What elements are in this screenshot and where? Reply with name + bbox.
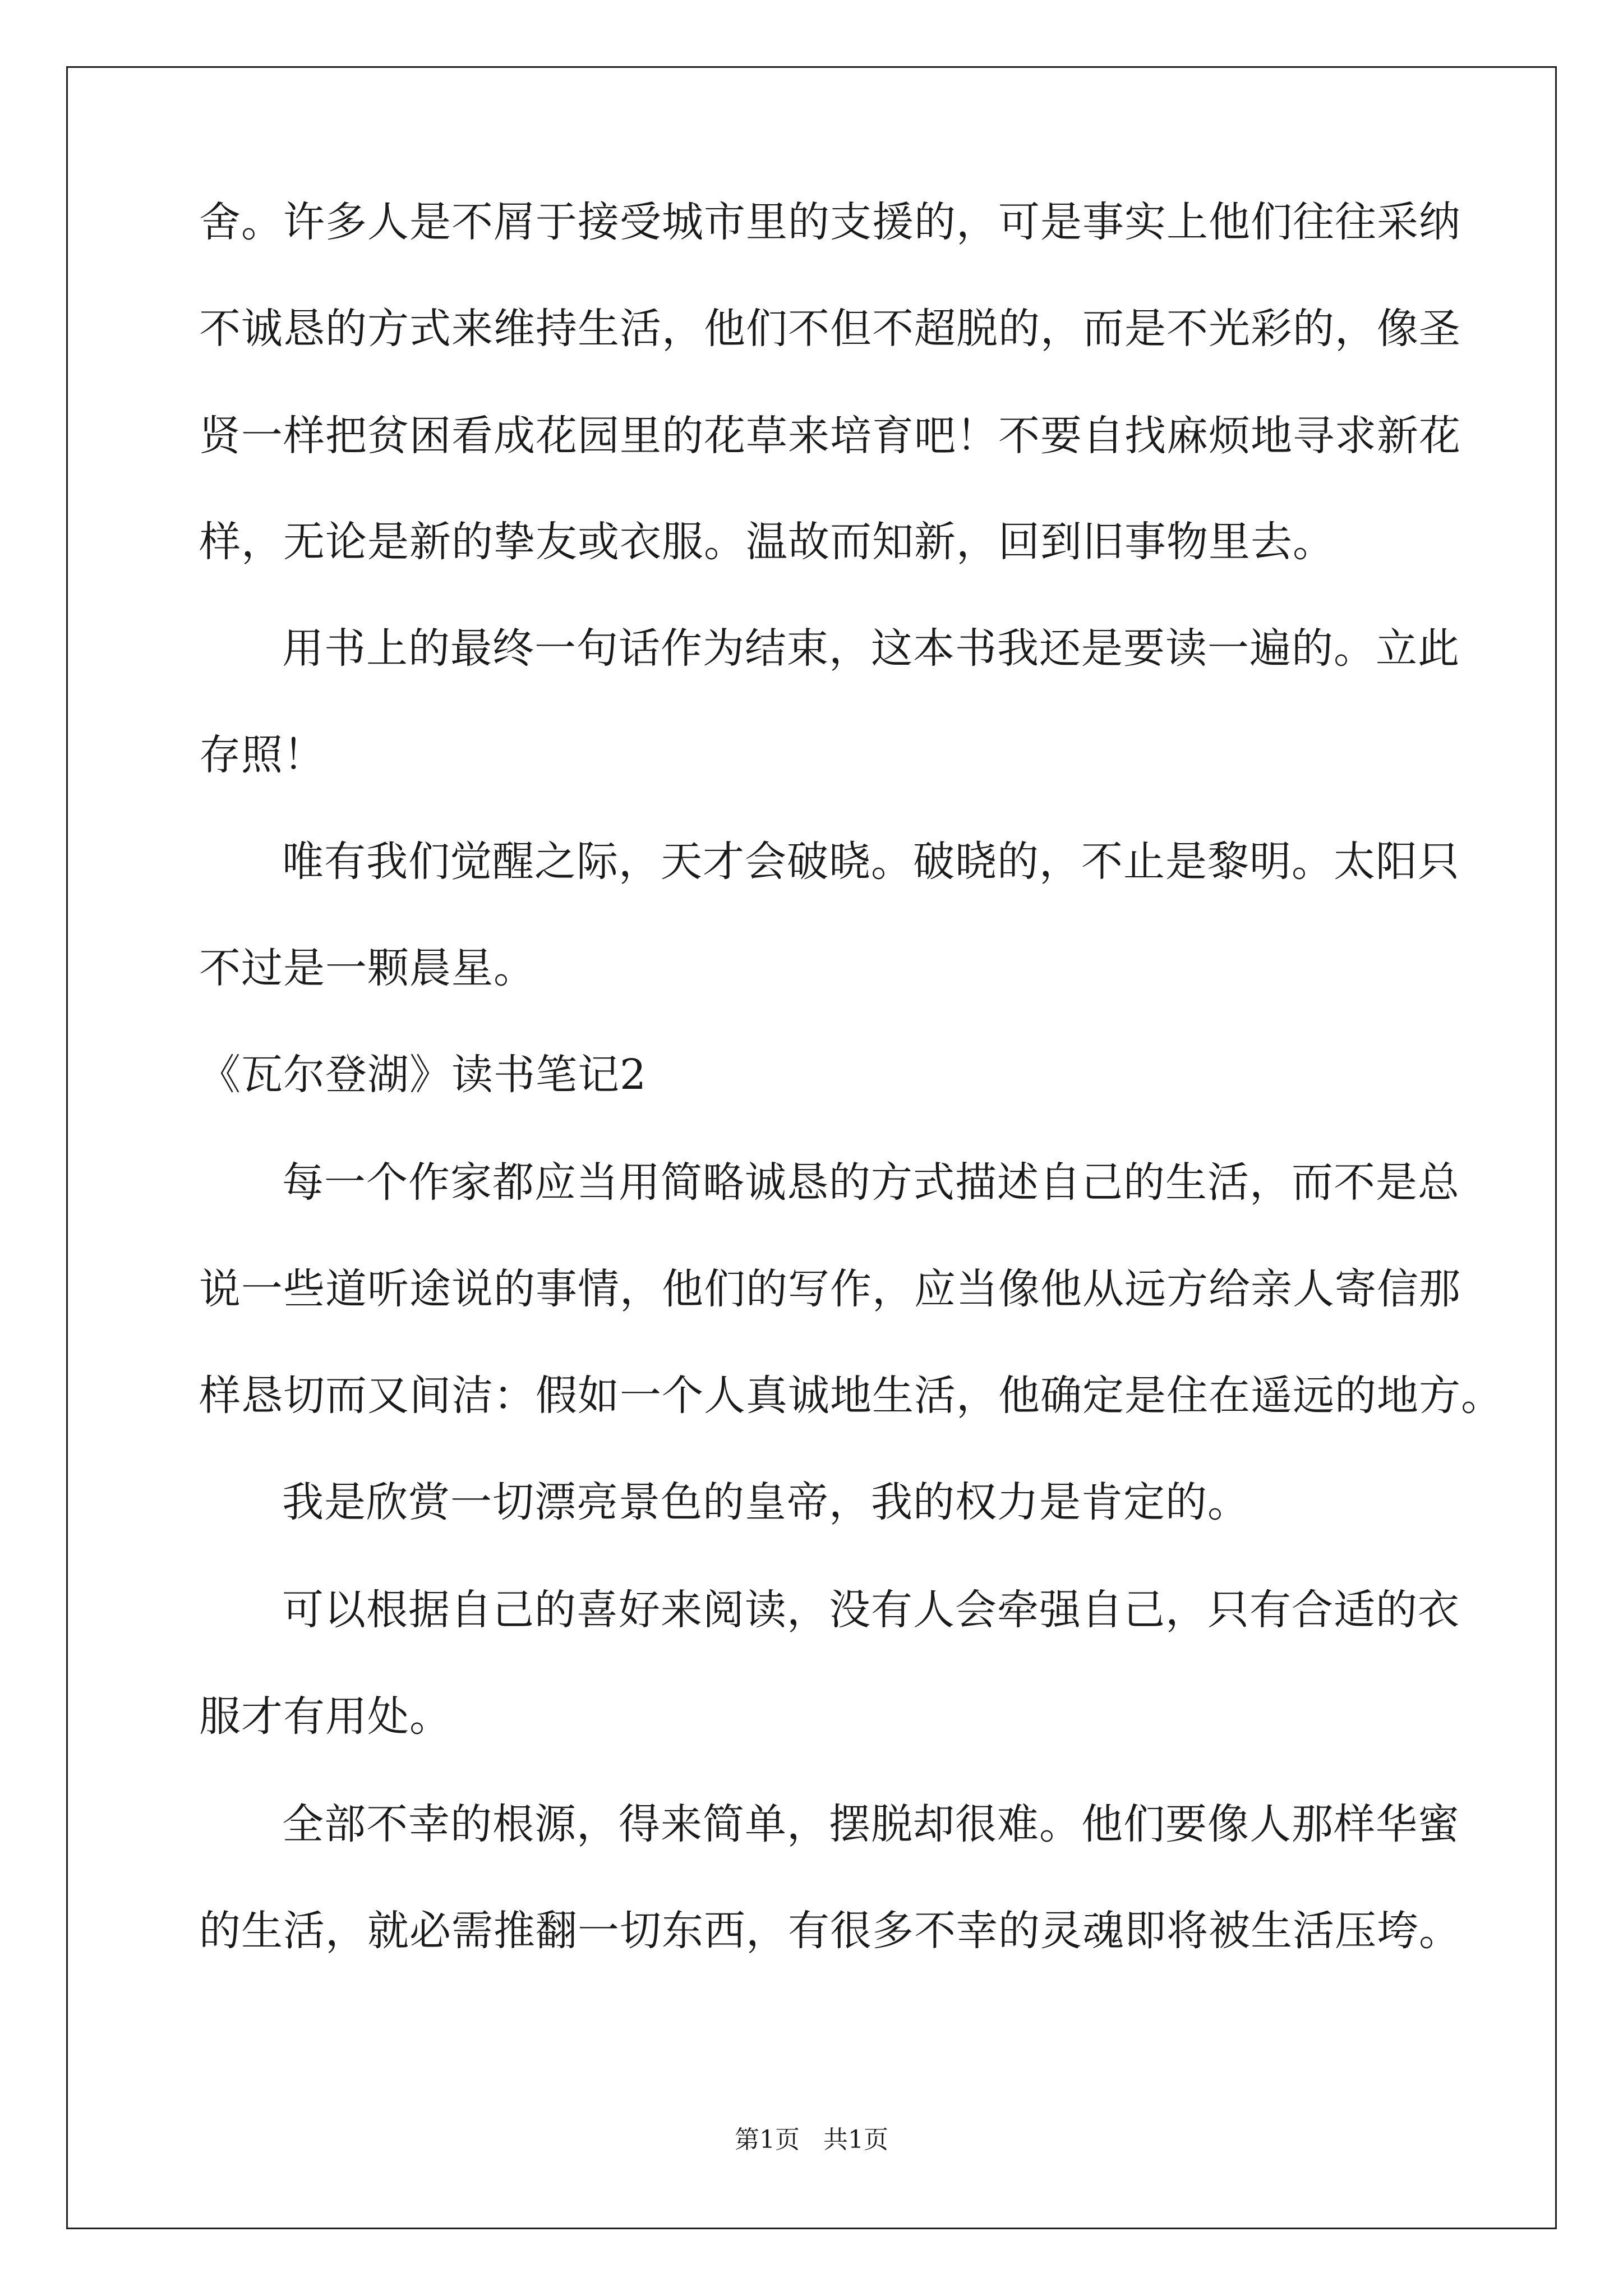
page-number-footer: 第1页 共1页 [735,2125,888,2154]
paragraph-start-line: 用书上的最终一句话作为结束，这本书我还是要读一遍的。立此 [282,624,1460,673]
paragraph-start-line: 每一个作家都应当用简略诚恳的方式描述自己的生活，而不是总 [282,1158,1460,1207]
text-line: 存照！ [199,731,325,779]
text-line: 舍。许多人是不屑于接受城市里的支援的，可是事实上他们往往采纳 [199,198,1461,246]
paragraph-start-line: 我是欣赏一切漂亮景色的皇帝，我的权力是肯定的。 [282,1478,1249,1526]
text-line: 样，无论是新的挚友或衣服。温故而知新，回到旧事物里去。 [199,518,1335,566]
text-line: 服才有用处。 [199,1692,451,1741]
text-line: 贤一样把贫困看成花园里的花草来培育吧！不要自找麻烦地寻求新花 [199,412,1461,460]
text-line: 说一些道听途说的事情，他们的写作，应当像他从远方给亲人寄信那 [199,1265,1461,1313]
paragraph-start-line: 全部不幸的根源，得来简单，摆脱却很难。他们要像人那样华蜜 [282,1800,1460,1848]
text-line: 的生活，就必需推翻一切东西，有很多不幸的灵魂即将被生活压垮。 [199,1907,1461,1955]
text-line: 不过是一颗晨星。 [199,944,536,992]
text-line: 不诚恳的方式来维持生活，他们不但不超脱的，而是不光彩的，像圣 [199,305,1461,353]
section-heading: 《瓦尔登湖》读书笔记2 [199,1051,647,1099]
text-line: 样恳切而又间洁：假如一个人真诚地生活，他确定是住在遥远的地方。 [199,1372,1503,1420]
paragraph-start-line: 可以根据自己的喜好来阅读，没有人会牵强自己，只有合适的衣 [282,1586,1460,1634]
paragraph-start-line: 唯有我们觉醒之际，天才会破晓。破晓的，不止是黎明。太阳只 [282,838,1460,886]
